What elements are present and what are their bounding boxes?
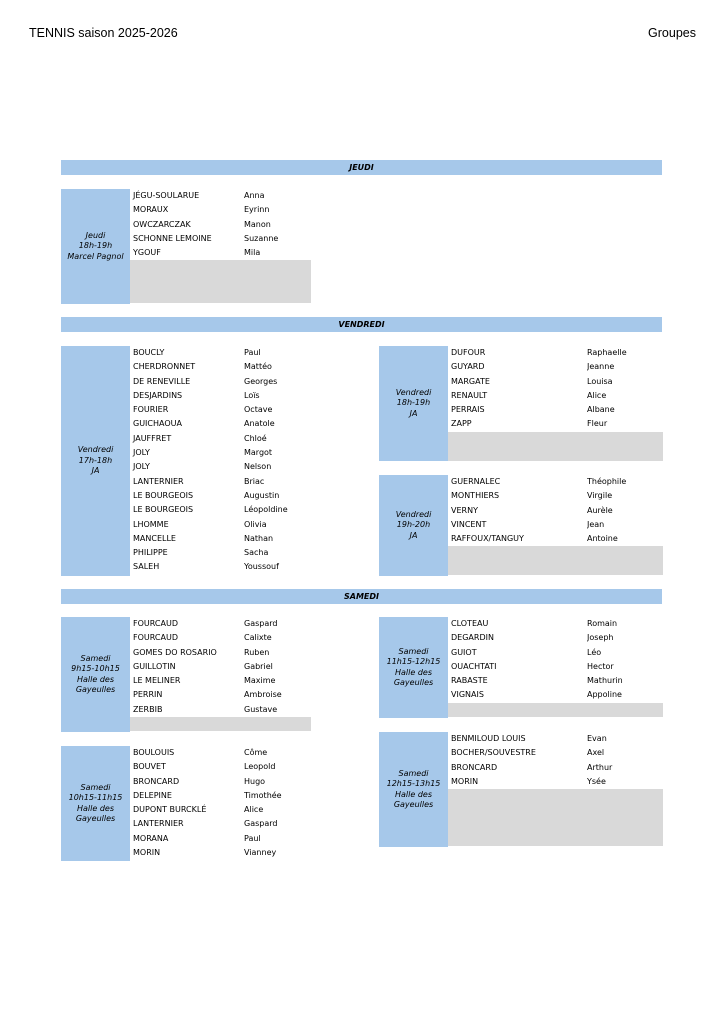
player-first-name: Briac (244, 476, 265, 486)
empty-slot (130, 717, 311, 731)
player-last-name: FOURIER (133, 405, 169, 415)
player-first-name: Loïs (244, 390, 260, 400)
player-last-name: SCHONNE LEMOINE (133, 233, 212, 243)
player-first-name: Axel (587, 748, 605, 758)
player-last-name: VERNY (451, 505, 478, 515)
player-row (130, 674, 311, 688)
player-first-name: Mattéo (244, 362, 272, 372)
player-first-name: Côme (244, 748, 268, 757)
player-last-name: MORIN (133, 848, 161, 858)
player-last-name: RENAULT (451, 390, 488, 400)
player-first-name: Gaspard (244, 819, 278, 829)
player-row (130, 446, 311, 460)
player-row (130, 688, 311, 702)
player-row (448, 775, 663, 789)
player-row (130, 346, 311, 360)
player-row (448, 489, 663, 503)
player-row (130, 760, 311, 774)
player-row (448, 688, 663, 702)
player-row (130, 803, 311, 817)
player-last-name: GUICHAOUA (133, 419, 182, 429)
player-list (448, 732, 663, 847)
player-list (130, 617, 311, 732)
player-last-name: BOULOUIS (133, 748, 175, 757)
player-last-name: PERRIN (133, 690, 163, 700)
player-last-name: LE BOURGEOIS (133, 505, 194, 515)
player-row (130, 403, 311, 417)
player-row (448, 346, 663, 360)
player-first-name: Hector (587, 661, 614, 671)
group-samedi-11h15 (379, 617, 663, 718)
player-first-name: Augustin (244, 490, 280, 500)
group-samedi-10h15 (61, 746, 311, 861)
player-row (130, 375, 311, 389)
player-first-name: Virgile (587, 491, 613, 501)
player-row (130, 617, 311, 631)
empty-slot (448, 546, 663, 575)
player-last-name: YGOUF (133, 248, 161, 258)
player-first-name: Georges (244, 376, 278, 386)
player-first-name: Margot (244, 448, 273, 458)
player-first-name: Léopoldine (244, 505, 288, 515)
player-first-name: Sacha (244, 548, 269, 558)
player-last-name: JÉGU-SOULARUE (133, 191, 200, 200)
player-last-name: PHILIPPE (133, 548, 168, 558)
player-last-name: VIGNAIS (451, 690, 484, 700)
player-last-name: BOUCLY (133, 348, 165, 357)
player-last-name: DE RENEVILLE (133, 376, 191, 386)
player-first-name: Arthur (587, 762, 613, 772)
player-last-name: RABASTE (451, 676, 488, 686)
player-last-name: JOLY (133, 448, 150, 458)
player-first-name: Romain (587, 619, 618, 628)
player-last-name: LHOMME (133, 519, 169, 529)
player-last-name: VINCENT (451, 519, 487, 529)
player-last-name: LANTERNIER (133, 819, 184, 829)
page-header (29, 26, 696, 40)
player-list (448, 475, 663, 576)
player-last-name: ZAPP (451, 419, 472, 429)
player-first-name: Eyrinn (244, 205, 270, 215)
player-first-name: Octave (244, 405, 273, 415)
player-last-name: GUIOT (451, 647, 477, 657)
player-last-name: BRONCARD (133, 776, 180, 786)
player-row (130, 746, 311, 760)
player-last-name: PERRAIS (451, 405, 485, 415)
player-last-name: ZERBIB (133, 704, 163, 714)
player-first-name: Jeanne (587, 362, 615, 372)
player-row (130, 546, 311, 560)
player-last-name: CLOTEAU (451, 619, 489, 628)
player-last-name: MORAUX (133, 205, 169, 215)
player-last-name: JOLY (133, 462, 150, 472)
player-row (448, 375, 663, 389)
day-header-jeudi: JEUDI (61, 160, 662, 175)
player-first-name: Mila (244, 248, 261, 258)
empty-slot (448, 789, 663, 846)
player-last-name: MARGATE (451, 376, 490, 386)
group-label: Vendredi 17h-18h JA (61, 346, 130, 576)
player-last-name: LE BOURGEOIS (133, 490, 194, 500)
player-last-name: BOCHER/SOUVESTRE (451, 748, 536, 758)
player-row (130, 560, 311, 574)
player-last-name: OUACHTATI (451, 661, 497, 671)
player-row (448, 660, 663, 674)
player-row (130, 432, 311, 446)
player-row (448, 631, 663, 645)
player-last-name: LANTERNIER (133, 476, 184, 486)
player-list (448, 617, 663, 718)
player-row (448, 504, 663, 518)
player-first-name: Calixte (244, 633, 272, 643)
player-first-name: Suzanne (244, 233, 279, 243)
group-label: Jeudi 18h-19h Marcel Pagnol (61, 189, 130, 304)
player-list (130, 189, 311, 304)
group-label: Vendredi 18h-19h JA (379, 346, 448, 461)
player-row (448, 746, 663, 760)
player-list (130, 346, 311, 576)
player-last-name: MANCELLE (133, 533, 176, 543)
player-last-name: DUFOUR (451, 348, 486, 357)
player-last-name: MONTHIERS (451, 491, 500, 501)
player-row (130, 846, 311, 860)
player-first-name: Jean (587, 519, 605, 529)
empty-slot (448, 432, 663, 461)
player-last-name: RAFFOUX/TANGUY (451, 534, 524, 544)
player-row (130, 360, 311, 374)
player-last-name: GOMES DO ROSARIO (133, 647, 217, 657)
player-row (448, 761, 663, 775)
player-row (130, 518, 311, 532)
player-last-name: BRONCARD (451, 762, 498, 772)
player-last-name: MORANA (133, 833, 169, 843)
player-first-name: Fleur (587, 419, 608, 429)
player-first-name: Olivia (244, 519, 267, 529)
empty-slot (448, 703, 663, 717)
player-first-name: Alice (587, 390, 607, 400)
page-title: TENNIS saison 2025-2026 (29, 26, 178, 40)
player-row (448, 475, 663, 489)
player-row (448, 646, 663, 660)
player-row (448, 403, 663, 417)
player-first-name: Ysée (587, 776, 606, 786)
player-row (130, 246, 311, 260)
player-first-name: Timothée (244, 790, 282, 800)
player-first-name: Albane (587, 405, 615, 415)
player-last-name: JAUFFRET (133, 433, 172, 443)
player-last-name: OWCZARCZAK (133, 219, 191, 229)
player-first-name: Gaspard (244, 619, 278, 628)
player-first-name: Théophile (587, 477, 627, 486)
player-row (448, 417, 663, 431)
player-row (448, 518, 663, 532)
page-section: Groupes (648, 26, 696, 40)
player-last-name: DEGARDIN (451, 633, 494, 643)
player-last-name: BOUVET (133, 762, 166, 772)
group-label: Samedi 9h15-10h15 Halle des Gayeulles (61, 617, 130, 732)
player-row (130, 417, 311, 431)
player-row (130, 203, 311, 217)
player-first-name: Chloé (244, 433, 267, 443)
player-first-name: Vianney (244, 848, 277, 858)
player-row (130, 189, 311, 203)
player-row (130, 489, 311, 503)
player-first-name: Appoline (587, 690, 622, 700)
player-last-name: DELEPINE (133, 790, 172, 800)
player-first-name: Mathurin (587, 676, 623, 686)
day-header-samedi: SAMEDI (61, 589, 662, 604)
player-first-name: Ruben (244, 647, 270, 657)
player-list (448, 346, 663, 461)
group-jeudi-18h (61, 189, 311, 304)
player-row (130, 503, 311, 517)
player-last-name: FOURCAUD (133, 619, 178, 628)
player-last-name: LE MELINER (133, 676, 181, 686)
player-row (130, 232, 311, 246)
player-row (130, 646, 311, 660)
player-last-name: BENMILOUD LOUIS (451, 734, 526, 743)
group-label: Samedi 10h15-11h15 Halle des Gayeulles (61, 746, 130, 861)
group-label: Vendredi 19h-20h JA (379, 475, 448, 576)
player-first-name: Paul (244, 833, 261, 843)
player-last-name: CHERDRONNET (133, 362, 196, 372)
player-row (448, 389, 663, 403)
player-first-name: Anatole (244, 419, 275, 429)
player-last-name: DESJARDINS (133, 390, 183, 400)
group-vendredi-19h (379, 475, 663, 576)
player-row (130, 817, 311, 831)
group-vendredi-17h (61, 346, 311, 576)
player-first-name: Paul (244, 348, 261, 357)
group-label: Samedi 11h15-12h15 Halle des Gayeulles (379, 617, 448, 718)
player-row (448, 674, 663, 688)
player-first-name: Raphaelle (587, 348, 627, 357)
player-last-name: GUYARD (451, 362, 485, 372)
group-samedi-12h15 (379, 732, 663, 847)
player-row (130, 475, 311, 489)
player-first-name: Evan (587, 734, 607, 743)
player-row (448, 732, 663, 746)
player-first-name: Nelson (244, 462, 272, 472)
player-row (130, 660, 311, 674)
player-first-name: Nathan (244, 533, 274, 543)
group-vendredi-18h (379, 346, 663, 461)
group-samedi-9h15 (61, 617, 311, 732)
player-first-name: Antoine (587, 534, 618, 544)
player-row (130, 218, 311, 232)
player-first-name: Gabriel (244, 661, 273, 671)
player-first-name: Manon (244, 219, 271, 229)
player-first-name: Aurèle (587, 505, 613, 515)
player-first-name: Alice (244, 805, 264, 815)
empty-slot (130, 260, 311, 303)
group-label: Samedi 12h15-13h15 Halle des Gayeulles (379, 732, 448, 847)
player-last-name: DUPONT BURCKLÉ (133, 805, 207, 815)
player-row (130, 460, 311, 474)
player-first-name: Anna (244, 191, 265, 200)
player-first-name: Joseph (587, 633, 614, 643)
player-row (448, 532, 663, 546)
player-first-name: Ambroise (244, 690, 282, 700)
player-last-name: MORIN (451, 776, 479, 786)
player-first-name: Léo (587, 647, 602, 657)
player-first-name: Gustave (244, 704, 278, 714)
player-row (130, 389, 311, 403)
player-row (130, 775, 311, 789)
player-first-name: Maxime (244, 676, 276, 686)
player-row (130, 789, 311, 803)
player-row (130, 532, 311, 546)
player-first-name: Louisa (587, 376, 613, 386)
player-last-name: FOURCAUD (133, 633, 178, 643)
player-last-name: GUILLOTIN (133, 661, 176, 671)
player-last-name: GUERNALEC (451, 477, 501, 486)
player-first-name: Leopold (244, 762, 276, 772)
player-last-name: SALEH (133, 562, 160, 572)
day-header-vendredi: VENDREDI (61, 317, 662, 332)
player-row (448, 360, 663, 374)
player-list (130, 746, 311, 861)
player-row (130, 631, 311, 645)
player-row (130, 832, 311, 846)
player-first-name: Hugo (244, 776, 266, 786)
player-row (130, 703, 311, 717)
player-first-name: Youssouf (244, 562, 279, 572)
player-row (448, 617, 663, 631)
